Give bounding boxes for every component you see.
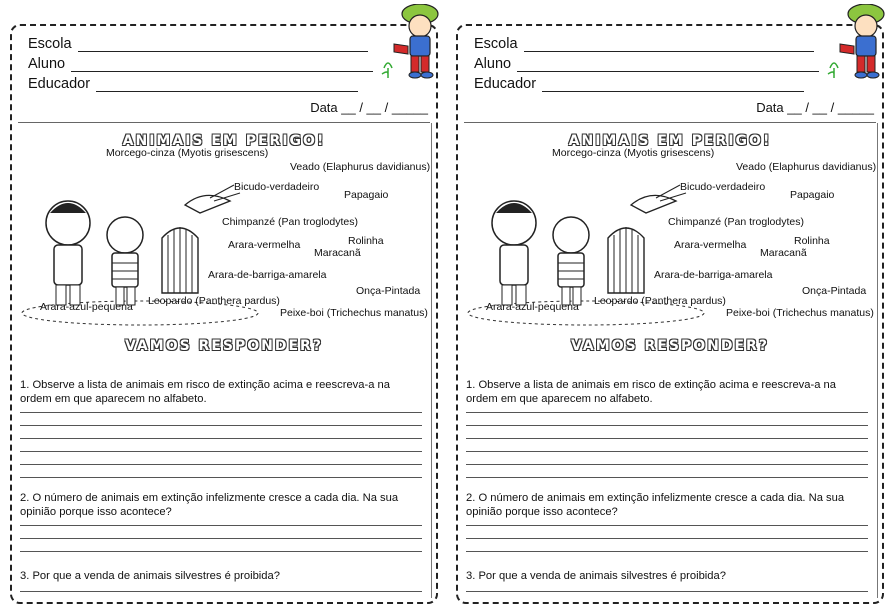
answer-line[interactable]: [20, 525, 422, 526]
answer-line[interactable]: [20, 425, 422, 426]
animal-label: Chimpanzé (Pan troglodytes): [668, 216, 804, 228]
date-field[interactable]: Data __ / __ / _____: [756, 100, 874, 115]
aluno-row: [474, 56, 819, 72]
exercise-panel: [18, 122, 430, 598]
aluno-field[interactable]: [71, 57, 373, 72]
animal-label: Peixe-boi (Trichechus manatus): [726, 307, 874, 319]
worksheet-title: ANIMAIS EM PERIGO!: [122, 133, 326, 149]
worksheet-right: [456, 24, 884, 604]
worksheet-title: ANIMAIS EM PERIGO!: [568, 133, 772, 149]
worksheet-left: [10, 24, 438, 604]
aluno-label: Aluno: [474, 56, 512, 72]
answer-line[interactable]: [20, 438, 422, 439]
animal-label: Maracanã: [760, 247, 807, 259]
animal-label: Papagaio: [344, 189, 389, 201]
answer-line[interactable]: [20, 477, 422, 478]
animal-label: Veado (Elaphurus davidianus): [290, 161, 431, 173]
question-3: 3. Por que a venda de animais silvestres é proibida?: [466, 570, 726, 582]
escola-field[interactable]: [524, 37, 814, 52]
answer-line[interactable]: [466, 591, 868, 592]
question-1: 1. Observe a lista de animais em risco de extinção acima e reescreva-a na ordem em que aparecem no alfabeto.: [20, 379, 390, 405]
animal-label: Leopardo (Panthera pardus): [594, 295, 726, 307]
answer-line[interactable]: [466, 525, 868, 526]
animal-label: Arara-azul-pequena: [486, 301, 579, 313]
section-title: VAMOS RESPONDER?: [125, 338, 323, 354]
answer-line[interactable]: [466, 464, 868, 465]
answer-line[interactable]: [20, 464, 422, 465]
exercise-panel: [464, 122, 876, 598]
answer-line[interactable]: [20, 551, 422, 552]
animal-label: Arara-de-barriga-amarela: [654, 269, 773, 281]
aluno-field[interactable]: [517, 57, 819, 72]
aluno-label: Aluno: [28, 56, 66, 72]
escola-row: [28, 36, 368, 52]
educador-label: Educador: [28, 76, 91, 92]
educador-label: Educador: [474, 76, 537, 92]
aluno-row: [28, 56, 373, 72]
animal-label: Peixe-boi (Trichechus manatus): [280, 307, 428, 319]
escola-row: [474, 36, 814, 52]
answer-line[interactable]: [466, 477, 868, 478]
answer-line[interactable]: [20, 412, 422, 413]
answer-line[interactable]: [20, 591, 422, 592]
answer-line[interactable]: [466, 425, 868, 426]
animal-label: Leopardo (Panthera pardus): [148, 295, 280, 307]
animal-label: Rolinha: [794, 235, 830, 247]
animal-label: Morcego-cinza (Myotis grisescens): [552, 147, 715, 159]
animal-label: Bicudo-verdadeiro: [680, 181, 766, 193]
animal-label: Papagaio: [790, 189, 835, 201]
animal-label: Veado (Elaphurus davidianus): [736, 161, 877, 173]
educador-field[interactable]: [542, 77, 804, 92]
answer-line[interactable]: [466, 412, 868, 413]
answer-line[interactable]: [466, 538, 868, 539]
escola-field[interactable]: [78, 37, 368, 52]
section-title: VAMOS RESPONDER?: [571, 338, 769, 354]
answer-line[interactable]: [466, 551, 868, 552]
question-2: 2. O número de animais em extinção infelizmente cresce a cada dia. Na sua opinião porque isso acontece?: [20, 492, 399, 518]
animal-label: Chimpanzé (Pan troglodytes): [222, 216, 358, 228]
animal-label: Arara-de-barriga-amarela: [208, 269, 327, 281]
bird-icon: [631, 185, 686, 213]
educador-row: [474, 76, 804, 92]
escola-label: Escola: [28, 36, 72, 52]
bird-icon: [185, 185, 240, 213]
animal-label: Arara-vermelha: [228, 239, 301, 251]
animal-label: Rolinha: [348, 235, 384, 247]
animal-label: Onça-Pintada: [356, 285, 421, 297]
animal-label: Bicudo-verdadeiro: [234, 181, 320, 193]
escola-label: Escola: [474, 36, 518, 52]
animal-label: Arara-azul-pequena: [40, 301, 133, 313]
boy-watering-plant-icon: [826, 4, 892, 90]
boy-watering-plant-icon: [380, 4, 446, 90]
question-1: 1. Observe a lista de animais em risco de extinção acima e reescreva-a na ordem em que aparecem no alfabeto.: [466, 379, 836, 405]
question-2: 2. O número de animais em extinção infelizmente cresce a cada dia. Na sua opinião porque isso acontece?: [466, 492, 845, 518]
educador-field[interactable]: [96, 77, 358, 92]
date-field[interactable]: Data __ / __ / _____: [310, 100, 428, 115]
animal-label: Morcego-cinza (Myotis grisescens): [106, 147, 269, 159]
educador-row: [28, 76, 358, 92]
answer-line[interactable]: [20, 538, 422, 539]
answer-line[interactable]: [20, 451, 422, 452]
animal-label: Maracanã: [314, 247, 361, 259]
animal-label: Arara-vermelha: [674, 239, 747, 251]
animal-label: Onça-Pintada: [802, 285, 867, 297]
answer-line[interactable]: [466, 451, 868, 452]
question-3: 3. Por que a venda de animais silvestres é proibida?: [20, 570, 280, 582]
answer-line[interactable]: [466, 438, 868, 439]
